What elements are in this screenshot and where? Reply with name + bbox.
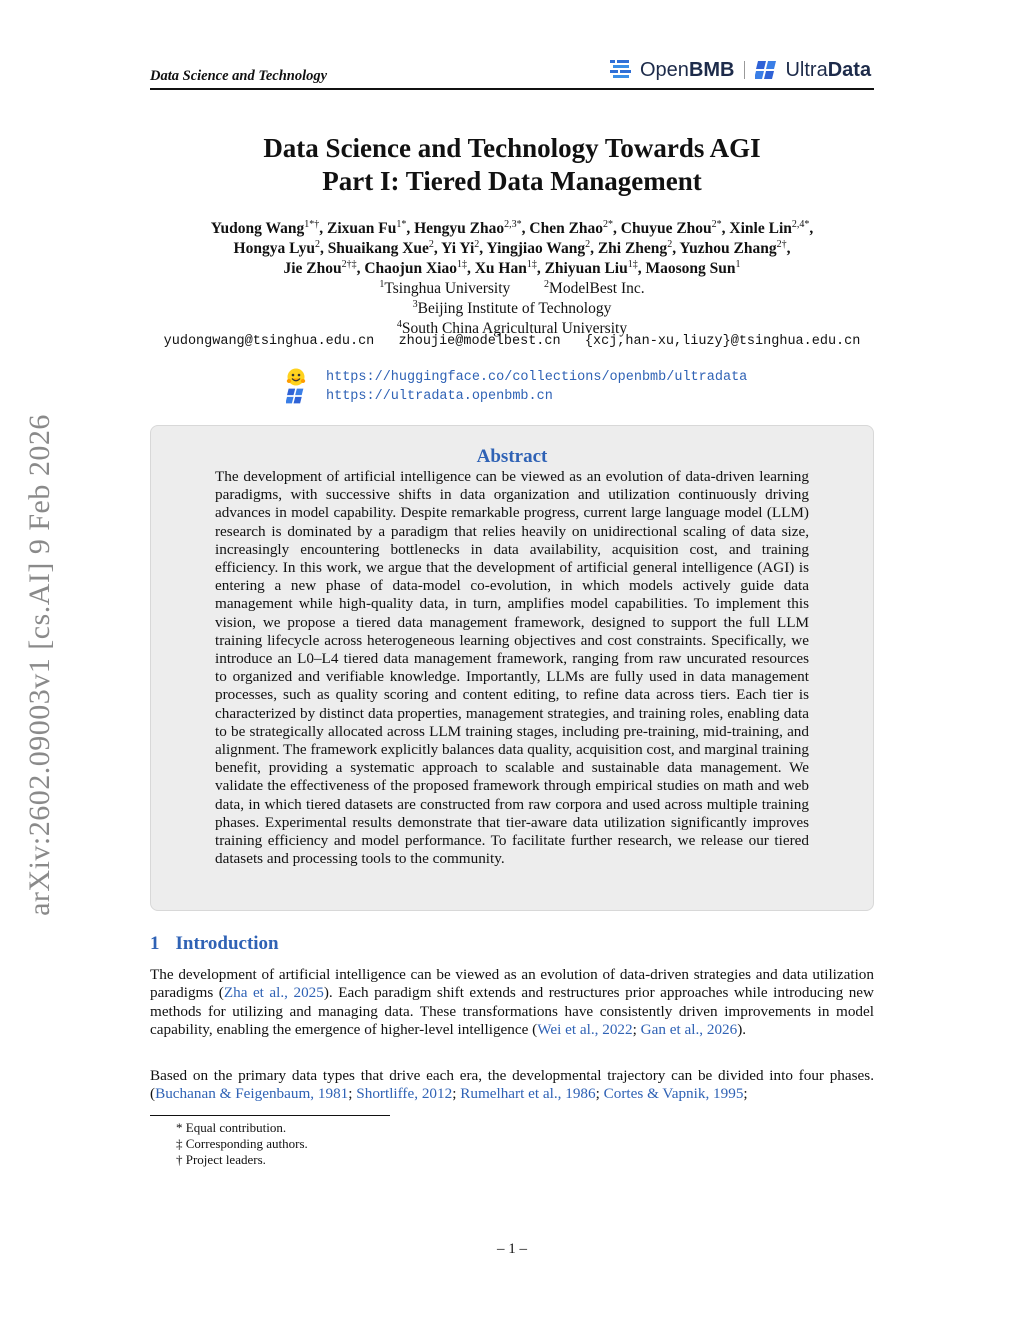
author-name: Yudong Wang (210, 220, 305, 238)
author-emails: yudongwang@tsinghua.edu.cn zhoujie@modelbest.cn {xcj,han-xu,liuzy}@tsinghua.edu.cn (163, 334, 861, 349)
section-number: 1 (150, 933, 160, 954)
affiliation-line-3: $^4$South China Agricultural University (396, 319, 628, 338)
author-affiliation-mark: 1‡ (456, 259, 467, 270)
section-title: Introduction (175, 933, 279, 954)
affiliation-modelbest: ModelBest Inc. (549, 280, 645, 298)
intro-paragraph-2: Based on the primary data types that drive each era, the developmental trajectory can be divided into four phases. (Buchanan & Feigenbaum, 1981; Shortliffe, 2012; Rumelhart et al., 1986; Cortes & Vapnik, 1995; (150, 1067, 874, 1103)
huggingface-link[interactable]: https://huggingface.co/collections/openbmb/ultradata (326, 369, 748, 385)
affiliation-scau: South China Agricultural University (401, 320, 628, 338)
openbmb-logo: OpenBMB (640, 58, 735, 81)
author-name: Chaojun Xiao (364, 260, 457, 278)
author-affiliation-mark: 2 (667, 239, 673, 250)
openbmb-logo-icon (610, 59, 634, 81)
author-name: Zixuan Fu (327, 220, 397, 238)
huggingface-icon (286, 367, 306, 387)
citation-wei-2022[interactable]: Wei et al., 2022 (537, 1020, 633, 1038)
author-line-3: Jie Zhou$^{2\dagger\ddagger}$, Chaojun Xiao$^{1\ddagger}$, Xu Han$^{1\ddagger}$, Zhiyuan Liu$^{1\ddagger}$, Maosong Sun$^1$ (283, 259, 741, 278)
running-title: Data Science and Technology (150, 68, 328, 84)
header-rule (150, 88, 874, 90)
citation-shortliffe-2012[interactable]: Shortliffe, 2012 (356, 1085, 453, 1103)
author-affiliation-mark: 1‡ (526, 259, 537, 270)
footnote-project-leaders: † Project leaders. (176, 1152, 266, 1167)
affiliation-tsinghua: Tsinghua University (384, 280, 511, 298)
author-name: Zhiyuan Liu (544, 260, 628, 278)
intro-paragraph-1: The development of artificial intelligence can be viewed as an evolution of data-driven strategies and data utilization paradigms (Zha et al., 2025). Each paradigm shift extends and restructures prior approaches while introducing new methods for utilizing and managing data. These transformations have consistently driven improvements in model capability, enabling the emergence of higher-level intelligence (Wei et al., 2022; Gan et al., 2026). (150, 966, 875, 1038)
footnote-equal-contribution: * Equal contribution. (176, 1120, 287, 1135)
author-name: Xu Han (474, 260, 527, 278)
ultradata-link[interactable]: https://ultradata.openbmb.cn (326, 388, 553, 404)
author-name: Yuzhou Zhang (679, 240, 777, 258)
citation-cortes-1995[interactable]: Cortes & Vapnik, 1995 (603, 1085, 744, 1103)
author-line-2: Hongya Lyu$^2$, Shuaikang Xue$^2$, Yi Yi$^2$, Yingjiao Wang$^2$, Zhi Zheng$^2$, Yuzhou Zhang$^{2\dagger}$, (233, 239, 791, 258)
abstract-text: The development of artificial intelligence can be viewed as an evolution of data-driven learning paradigms, with successive shifts in data organization and utilization continuously driving advances in model capability. Despite remarkable progress, current large language model (LLM) research is dominated by a paradigm that relies heavily on unidirectional scaling of data size, increasingly encountering bottlenecks in data availability, acquisition cost, and training efficiency. In this work, we argue that the development of artificial general intelligence (AGI) is entering a new phase of data-model co-evolution, in which models actively guide data management while high-quality data, in turn, amplifies model capabilities. To implement this vision, we propose a tiered data management framework, designed to support the full LLM training lifecycle across heterogeneous learning objectives and cost constraints. Specifically, we introduce an L0–L4 tiered data management framework, ranging from raw uncurated resources to organized and verifiable knowledge. Importantly, LLMs are fully used in data management processes, such as quality scoring and content editing, to refine data across tiers. Each tier is characterized by distinct data properties, management strategies, and training roles, enabling data to be strategically allocated across LLM training stages, including pre-training, mid-training, and alignment. The framework explicitly balances data quality, acquisition cost, and marginal training benefit, providing a systematic approach to scalable and sustainable data management. We validate the effectiveness of the proposed framework through empirical studies on math and web data, in which tiered datasets are constructed from raw corpora and used across multiple training phases. Experimental results demonstrate that tier-aware data utilization significantly improves training efficiency and model performance. To facilitate further research, we release our tiered datasets and processing tools to the community. (215, 468, 809, 868)
author-affiliation-mark: 2,3* (504, 219, 522, 230)
author-name: Yingjiao Wang (486, 240, 586, 258)
abstract-heading: Abstract (476, 446, 548, 467)
author-affiliation-mark: 2†‡ (341, 259, 357, 270)
citation-zha-2025[interactable]: Zha et al., 2025 (223, 984, 324, 1002)
arxiv-stamp (20, 390, 60, 940)
author-affiliation-mark: 2 (428, 239, 434, 250)
arxiv-stamp-text: arXiv:2602.09003v1 [cs.AI] 9 Feb 2026 (23, 414, 56, 916)
author-affiliation-mark: 2 (585, 239, 591, 250)
affiliation-line-1: $^1$Tsinghua University $^2$ModelBest Inc. (379, 279, 645, 298)
author-line-1: Yudong Wang$^{1*\dagger}$, Zixuan $Fu^{1*}$, Hengyu Zhao$^{2,3*}$, Chen Zhao$^{2*}$, Chuyue Zhou$^{2*}$, Xinle Lin$^{2,4*}$, (210, 219, 814, 238)
ultradata-logo-icon (755, 59, 779, 81)
footnote-corresponding: ‡ Corresponding authors. (176, 1136, 308, 1151)
citation-rumelhart-1986[interactable]: Rumelhart et al., 1986 (460, 1085, 596, 1103)
author-affiliation-mark: 1‡ (627, 259, 638, 270)
huggingface-link-row[interactable] (286, 367, 747, 387)
author-affiliation-mark: 1* (396, 219, 407, 230)
ultradata-logo: UltraData (785, 58, 872, 81)
ultradata-small-icon (286, 387, 306, 405)
author-name: Jie Zhou (283, 260, 342, 278)
author-name: Chuyue Zhou (620, 220, 712, 238)
author-name: Zhi Zheng (597, 240, 668, 258)
author-affiliation-mark: 2 (314, 239, 320, 250)
ultradata-link-row[interactable] (286, 387, 553, 405)
author-name: Chen Zhao (529, 220, 604, 238)
affiliation-bit: Beijing Institute of Technology (417, 300, 612, 318)
author-name: Hongya Lyu (233, 240, 315, 258)
logo-group (610, 57, 871, 83)
author-name: Shuaikang Xue (327, 240, 429, 258)
author-name: Yi Yi (441, 240, 475, 258)
footnote-rule (150, 1115, 390, 1116)
author-affiliation-mark: 2* (603, 219, 614, 230)
author-name: Maosong Sun (645, 260, 736, 278)
author-affiliation-mark: 2† (776, 239, 787, 250)
citation-gan-2026[interactable]: Gan et al., 2026 (640, 1020, 738, 1038)
author-affiliation-mark: 1 (735, 259, 741, 270)
citation-buchanan-1981[interactable]: Buchanan & Feigenbaum, 1981 (155, 1085, 349, 1103)
author-name: Xinle Lin (729, 220, 792, 238)
author-name: Hengyu Zhao (414, 220, 505, 238)
author-affiliation-mark: 2 (474, 239, 480, 250)
affiliation-line-2: $^3$Beijing Institute of Technology (412, 299, 612, 318)
paper-title-line-2: Part I: Tiered Data Management (322, 166, 702, 196)
page-number: – 1 – (497, 1241, 527, 1257)
author-affiliation-mark: 2* (711, 219, 722, 230)
author-affiliation-mark: 2,4* (791, 219, 810, 230)
author-affiliation-mark: 1*† (304, 219, 320, 230)
logo-divider (744, 61, 745, 79)
section-heading-introduction (150, 933, 279, 955)
paper-title-line-1: Data Science and Technology Towards AGI (263, 133, 761, 163)
